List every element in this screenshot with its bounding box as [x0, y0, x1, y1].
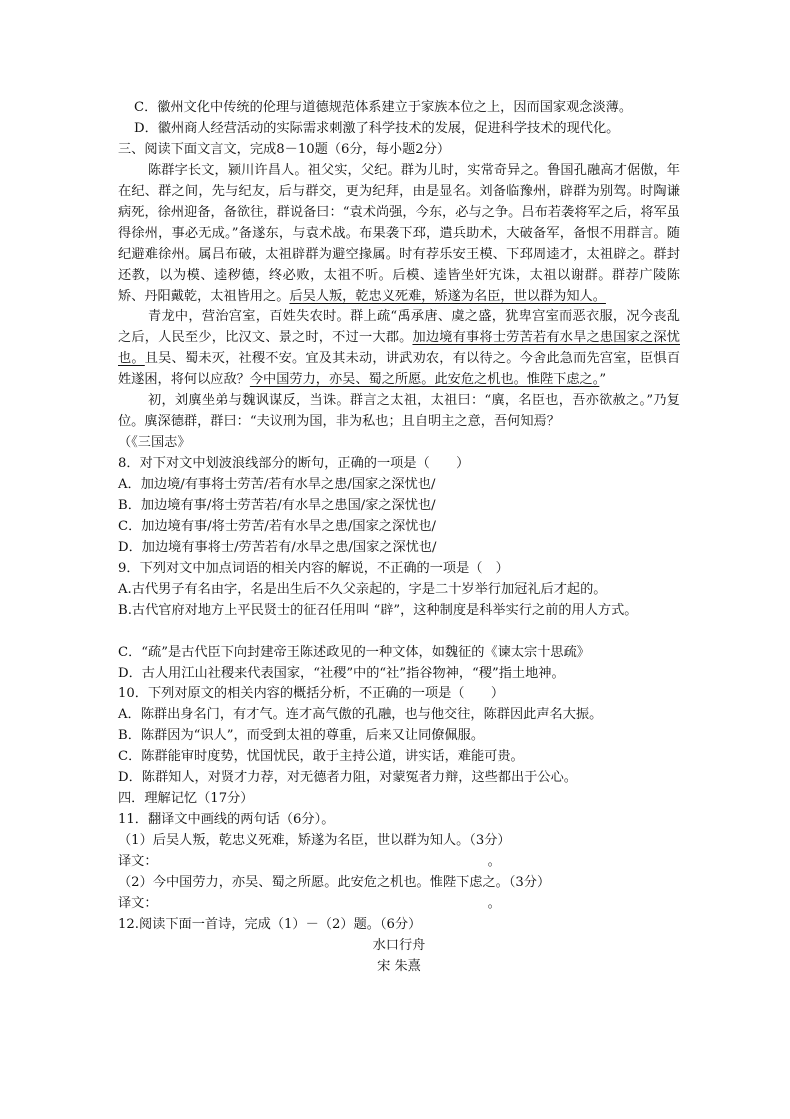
- question-12-stem: 12.阅读下面一首诗，完成（1）－（2）题。（6分）: [118, 916, 422, 932]
- answer-period: 。: [487, 853, 501, 869]
- passage-text: 陈群字长文，颍川许昌人。祖父实，父纪。群为儿时，实常奇异之。鲁国孔融高才倨傲，年在纪、群之间，先与纪友，后与群交，更为纪拜，由是显名。刘备临豫州，辟群为别驾。时陶谦病死，徐州迎备，备欲往，群说备曰：“袁术尚强，今东，必与之争。吕布若袭将军之后，将军虽得徐州，事必无成。”备遂东，与袁术战。布果袭下邳，遣兵助术，大破备军，备恨不用群言。随纪避难徐州。属吕布破，太祖辟群为避空掾属。时有荐乐安王模、下邳周逵才，太祖辟之。群封还教，以为模、逵秽德，终必败，太祖不听。后模、逵皆坐奸宄诛，太祖以谢群。群荐广陵陈矫、丹阳戴乾，太祖皆用之。: [118, 162, 680, 304]
- answer-line-2[interactable]: [118, 894, 680, 915]
- question-8-option-c: C．加边境有事/将士劳苦/若有水旱之患/国家之深忧也/: [118, 518, 436, 534]
- passage-text: 青龙中，营治宫室，百姓失农时。群上疏“禹承唐、虞之盛，犹卑宫室而恶衣服，况今丧乱之后，人民至少，比汉文、景之时，不过一大郡。: [118, 309, 680, 346]
- option-d: D．徽州商人经营活动的实际需求刺激了科学技术的发展，促进科学技术的现代化。: [134, 120, 620, 136]
- question-9-option-a: A.古代男子有名由字，名是出生后不久父亲起的，字是二十岁举行加冠礼后才起的。: [118, 581, 607, 597]
- question-10-option-c: C．陈群能审时度势，忧国忧民，敢于主持公道，讲实话，难能可贵。: [118, 749, 524, 765]
- passage-paragraph-3: [118, 391, 680, 433]
- answer-line-1[interactable]: [118, 852, 680, 873]
- underlined-sentence-1: 后吴人叛，乾忠义死难，矫遂为名臣，世以群为知人。: [289, 288, 606, 304]
- question-8-option-a: A．加边境/有事将士劳苦/若有水旱之患/国家之深忧也/: [118, 477, 436, 493]
- question-10-option-b: B．陈群因为“识人”，而受到太祖的尊重，后来又让同僚佩服。: [118, 728, 485, 744]
- blank-line: [118, 622, 680, 643]
- poem-author: 宋 朱熹: [377, 958, 421, 974]
- question-11-part-1: （1）后吴人叛，乾忠义死难，矫遂为名臣，世以群为知人。（3分）: [118, 833, 511, 849]
- passage-source: （《三国志》: [118, 435, 191, 451]
- question-8-stem: 8．对下对文中划波浪线部分的断句，正确的一项是（ ）: [118, 456, 470, 472]
- wavy-line-sentence: 加边境有事将士劳苦若有水旱之患国家之深忧也。: [118, 330, 680, 367]
- question-10-option-d: D．陈群知人，对贤才力荐，对无德者力阻，对蒙冤者力辩，这些都出于公心。: [118, 770, 577, 786]
- answer-label: 译文：: [118, 895, 158, 911]
- poem-title: 水口行舟: [372, 937, 426, 953]
- question-9-option-b: B.古代官府对地方上平民贤士的征召任用叫 “辟”，这种制度是科举实行之前的用人方式。: [118, 602, 638, 618]
- question-9-stem: 9．下列对文中加点词语的相关内容的解说，不正确的一项是（ ）: [118, 560, 509, 576]
- question-10-stem: 10．下列对原文的相关内容的概括分析，不正确的一项是（ ）: [118, 686, 505, 702]
- section-4-heading: 四．理解记忆（17分）: [118, 791, 254, 807]
- passage-text: 且吴、蜀未灭，社稷不安。宜及其未动，讲武劝农，有以待之。今舍此急而先宫室，臣惧百姓遂困，将何以应敌？: [118, 351, 681, 388]
- passage-text: ”: [599, 372, 607, 388]
- question-8-option-b: B．加边境有事/将士劳苦若/有水旱之患国/家之深忧也/: [118, 498, 436, 514]
- passage-paragraph-2: [118, 307, 680, 391]
- question-10-option-a: A．陈群出身名门，有才气。连才高气傲的孔融，也与他交往，陈群因此声名大振。: [118, 707, 603, 723]
- question-9-option-d: D．古人用江山社稷来代表国家，“社稷”中的“社”指谷物神，“稷”指土地神。: [118, 665, 565, 681]
- question-11-part-2: （2）今中国劳力，亦吴、蜀之所愿。此安危之机也。惟陛下虑之。（3分）: [118, 874, 551, 890]
- question-8-option-d: D．加边境有事将士/劳苦若有/水旱之患/国家之深忧也/: [118, 539, 437, 555]
- option-c: C．徽州文化中传统的伦理与道德规范体系建立于家族本位之上，因而国家观念淡薄。: [134, 100, 633, 115]
- underlined-sentence-2: 今中国劳力，亦吴、蜀之所愿。此安危之机也。惟陛下虑之。: [249, 372, 600, 388]
- question-11-stem: 11．翻译文中画线的两句话（6分）。: [118, 812, 335, 828]
- passage-paragraph-1: [118, 161, 680, 308]
- question-9-option-c: C．“疏”是古代臣下向封建帝王陈述政见的一种文体，如魏征的《谏太宗十思疏》: [118, 644, 590, 660]
- section-heading: 三、阅读下面文言文，完成8－10题（6分，每小题2分）: [118, 141, 451, 157]
- exam-page: [118, 98, 680, 978]
- answer-period: 。: [487, 895, 501, 911]
- answer-label: 译文：: [118, 853, 158, 869]
- passage-text: 初，刘廙坐弟与魏讽谋反，当诛。群言之太祖，太祖曰：“廙，名臣也，吾亦欲赦之。”乃复位。廙深德群，群曰：“夫议刑为国，非为私也；且自明主之意，吾何知焉？: [118, 393, 680, 430]
